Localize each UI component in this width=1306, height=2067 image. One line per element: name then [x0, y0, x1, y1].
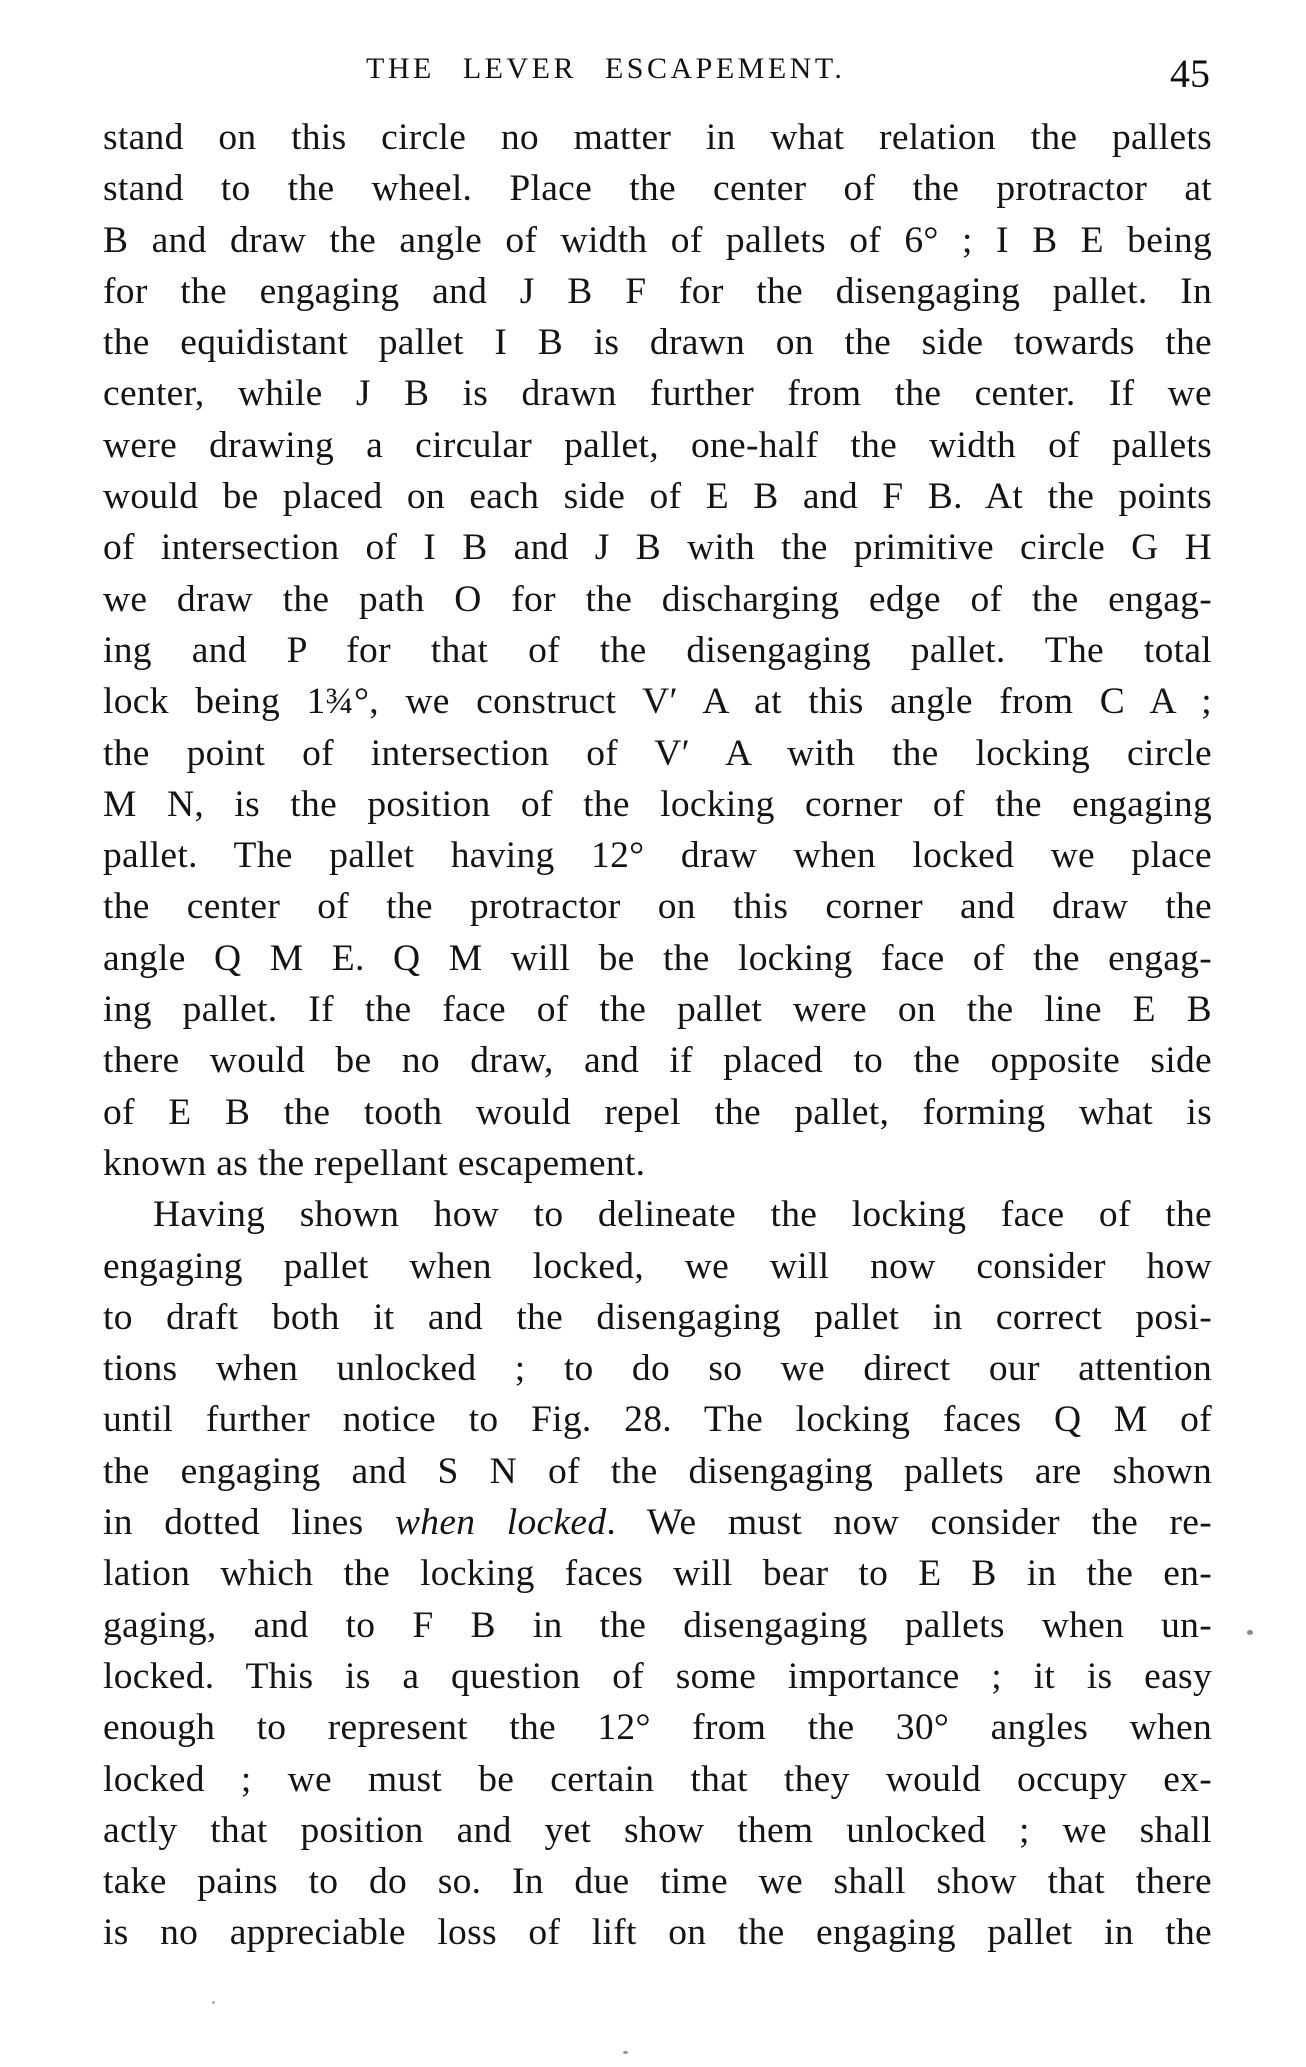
page-number: 45 [1170, 51, 1210, 96]
text-line: stand on this circle no matter in what relation the pallets [103, 117, 1212, 158]
text-line: lation which the locking faces will bear to E B in the en- [103, 1553, 1212, 1595]
text-line: the engaging and S N of the disengaging pallets are shown [103, 1450, 1212, 1492]
text-line: enough to represent the 12° from the 30° angles when [103, 1707, 1212, 1749]
text-line: locked ; we must be certain that they would occupy ex- [103, 1758, 1212, 1800]
text-line-paragraph-end: known as the repellant escapement. [103, 1142, 646, 1184]
text-line: ing pallet. If the face of the pallet were on the line E B [103, 989, 1212, 1031]
text-line: ing and P for that of the disengaging pallet. The total [103, 629, 1212, 671]
scan-speck [623, 2051, 628, 2054]
text-line: actly that position and yet show them unlocked ; we shall [103, 1809, 1212, 1851]
running-title: THE LEVER ESCAPEMENT. [366, 52, 846, 85]
text-line: of E B the tooth would repel the pallet, forming what is [103, 1091, 1212, 1133]
text-line: is no appreciable loss of lift on the engaging pallet in the [103, 1912, 1212, 1954]
text-line: pallet. The pallet having 12° draw when locked we place [103, 835, 1212, 877]
text-line: locked. This is a question of some importance ; it is easy [103, 1655, 1212, 1697]
scan-speck [212, 2001, 215, 2004]
text-line: of intersection of I B and J B with the primitive circle G H [103, 527, 1212, 569]
text-segment: in dotted lines [103, 1502, 395, 1544]
text-line: the equidistant pallet I B is drawn on the side towards the [103, 322, 1212, 364]
text-segment: . We must now consider the re- [606, 1502, 1213, 1544]
text-line: would be placed on each side of E B and F B. At the points [103, 476, 1212, 518]
text-line: M N, is the position of the locking corner of the engaging [103, 783, 1212, 825]
text-line: engaging pallet when locked, we will now consider how [103, 1245, 1212, 1287]
text-line: until further notice to Fig. 28. The locking faces Q M of [103, 1399, 1212, 1441]
text-line: B and draw the angle of width of pallets of 6° ; I B E being [103, 219, 1212, 261]
text-line: lock being 1¾°, we construct V′ A at this angle from C A ; [103, 681, 1212, 723]
text-line: for the engaging and J B F for the disengaging pallet. In [103, 270, 1212, 312]
text-line: to draft both it and the disengaging pallet in correct posi- [103, 1296, 1212, 1338]
text-line: we draw the path O for the discharging edge of the engag- [103, 578, 1212, 620]
text-line-with-italic [103, 1497, 1212, 1548]
text-line: take pains to do so. In due time we shall show that there [103, 1861, 1212, 1903]
text-line: angle Q M E. Q M will be the locking face of the engag- [103, 937, 1212, 979]
page-header [0, 52, 1306, 94]
text-line: stand to the wheel. Place the center of the protractor at [103, 168, 1212, 210]
scan-speck [1247, 1630, 1253, 1635]
italic-text: when locked [394, 1502, 607, 1544]
text-line: the point of intersection of V′ A with the locking circle [103, 732, 1212, 774]
text-line: tions when unlocked ; to do so we direct our attention [103, 1348, 1212, 1390]
text-line: the center of the protractor on this corner and draw the [103, 886, 1212, 928]
text-line: were drawing a circular pallet, one-half the width of pallets [103, 424, 1212, 466]
page-body [103, 112, 1212, 1959]
text-line: there would be no draw, and if placed to the opposite side [103, 1040, 1212, 1082]
text-line-paragraph-start: Having shown how to delineate the locking face of the [153, 1194, 1212, 1236]
text-line: gaging, and to F B in the disengaging pallets when un- [103, 1604, 1212, 1646]
text-line: center, while J B is drawn further from the center. If we [103, 373, 1212, 415]
